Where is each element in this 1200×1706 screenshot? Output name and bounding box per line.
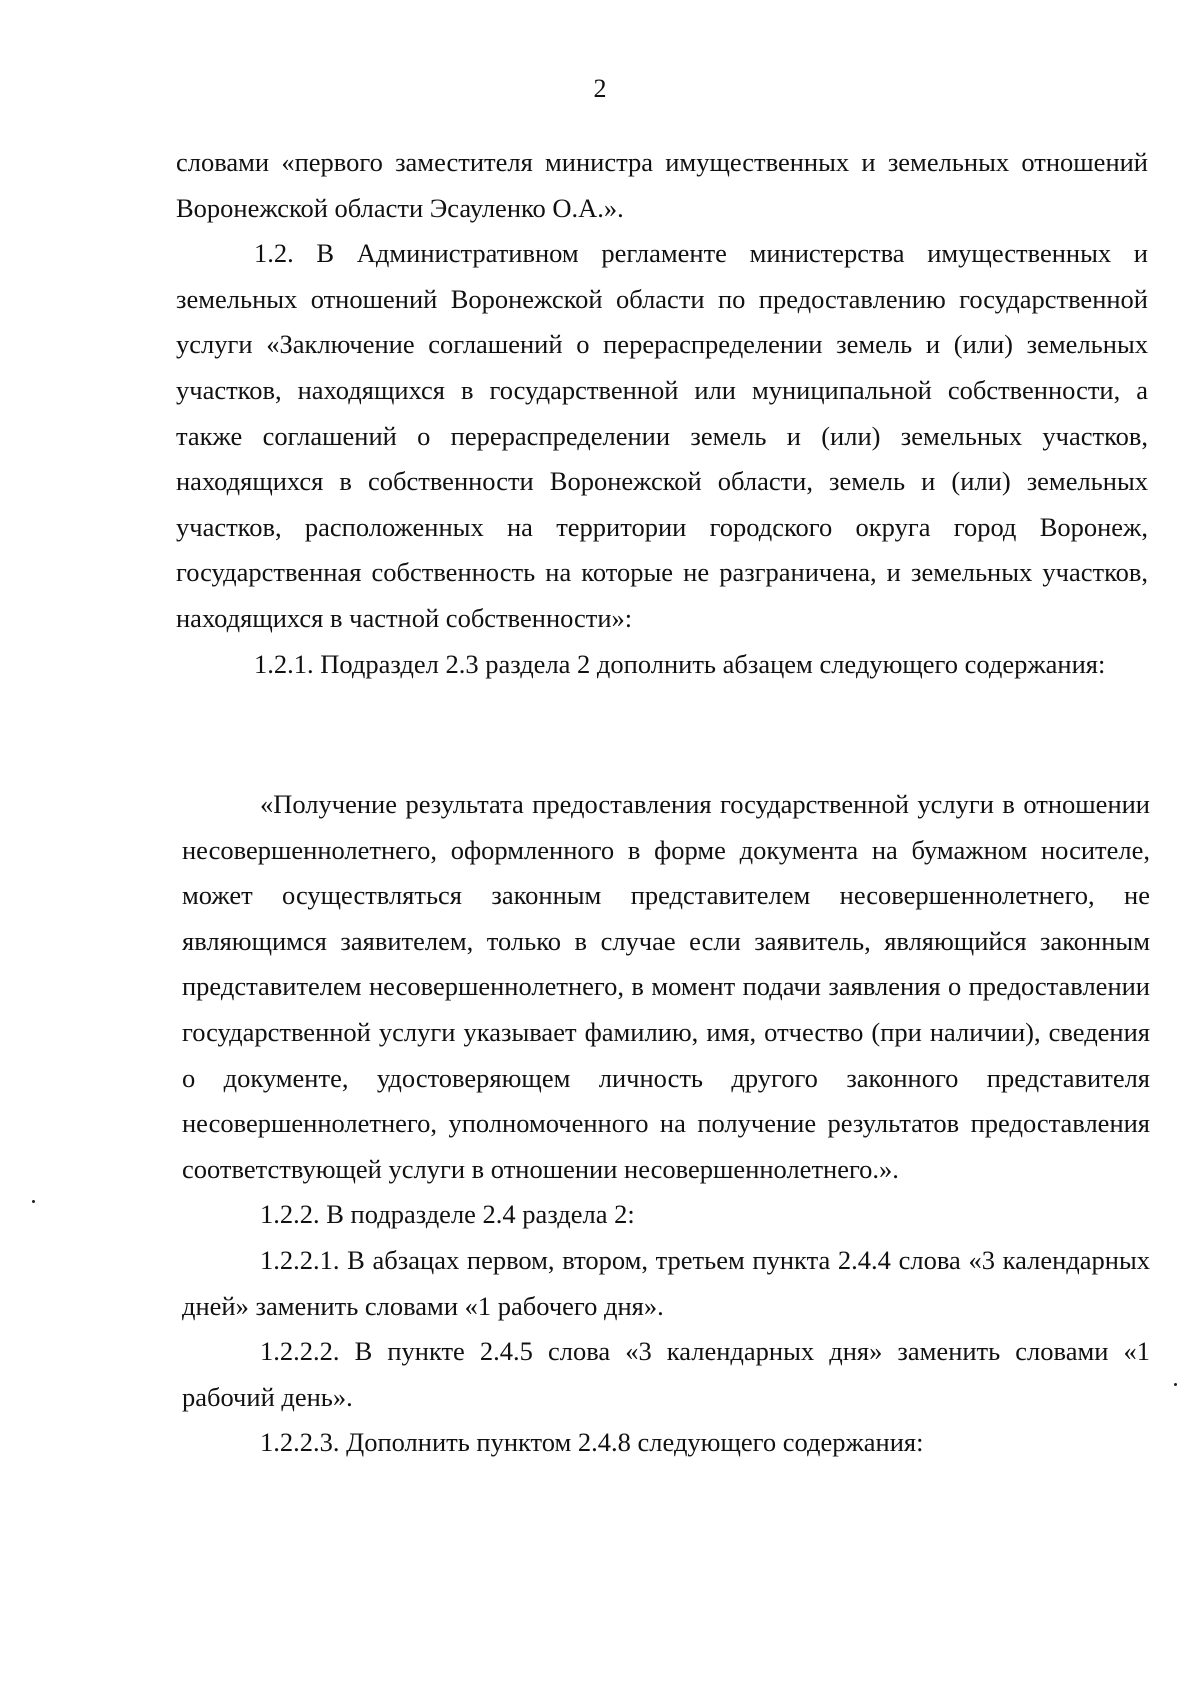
paragraph-continuation: словами «первого заместителя министра имущественных и земельных отношений Воронежской области Эсауленко О.А.». — [176, 147, 1148, 223]
paragraph-1-2-2-3: 1.2.2.3. Дополнить пунктом 2.4.8 следующего содержания: — [260, 1427, 924, 1458]
paragraph-1-2-2: 1.2.2. В подразделе 2.4 раздела 2: — [260, 1199, 635, 1230]
scan-speck — [1174, 1383, 1177, 1386]
paragraph-1-2-2-1: 1.2.2.1. В абзацах первом, втором, третьем пункта 2.4.4 слова «3 календарных дней» заменить словами «1 рабочего дня». — [182, 1244, 1150, 1321]
paragraph-quoted-addition: «Получение результата предоставления государственной услуги в отношении несовершеннолетнего, оформленного в форме документа на бумажном носителе, может осуществляться законным представителем несовершеннолетнего, не являющимся заявителем, только в случае если заявитель, являющийся законным представителем несовершеннолетнего, в момент подачи заявления о предоставлении государственной услуги указывает фамилию, имя, отчество (при наличии), сведения о документе, удостоверяющем личность другого законного представителя несовершеннолетнего, уполномоченного на получение результатов предоставления соответствующей услуги в отношении несовершеннолетнего.». — [182, 789, 1150, 1184]
scan-speck — [32, 1200, 35, 1203]
paragraph-1-2-1: 1.2.1. Подраздел 2.3 раздела 2 дополнить абзацем следующего содержания: — [254, 648, 1106, 679]
document-body-upper — [176, 140, 1148, 687]
paragraph-1-2: 1.2. В Административном регламенте министерства имущественных и земельных отношений Воронежской области по предоставлению государственной услуги «Заключение соглашений о перераспределении земель и (или) земельных участков, находящихся в государственной или муниципальной собственности, а также соглашений о перераспределении земель и (или) земельных участков, находящихся в собственности Воронежской области, земель и (или) земельных участков, расположенных на территории городского округа город Воронеж, государственная собственность на которые не разграничена, и земельных участков, находящихся в частной собственности»: — [176, 238, 1148, 633]
document-body-lower — [182, 782, 1150, 1466]
page-number: 2 — [593, 74, 607, 103]
paragraph-1-2-2-2: 1.2.2.2. В пункте 2.4.5 слова «3 календарных дня» заменить словами «1 рабочий день». — [182, 1336, 1150, 1412]
